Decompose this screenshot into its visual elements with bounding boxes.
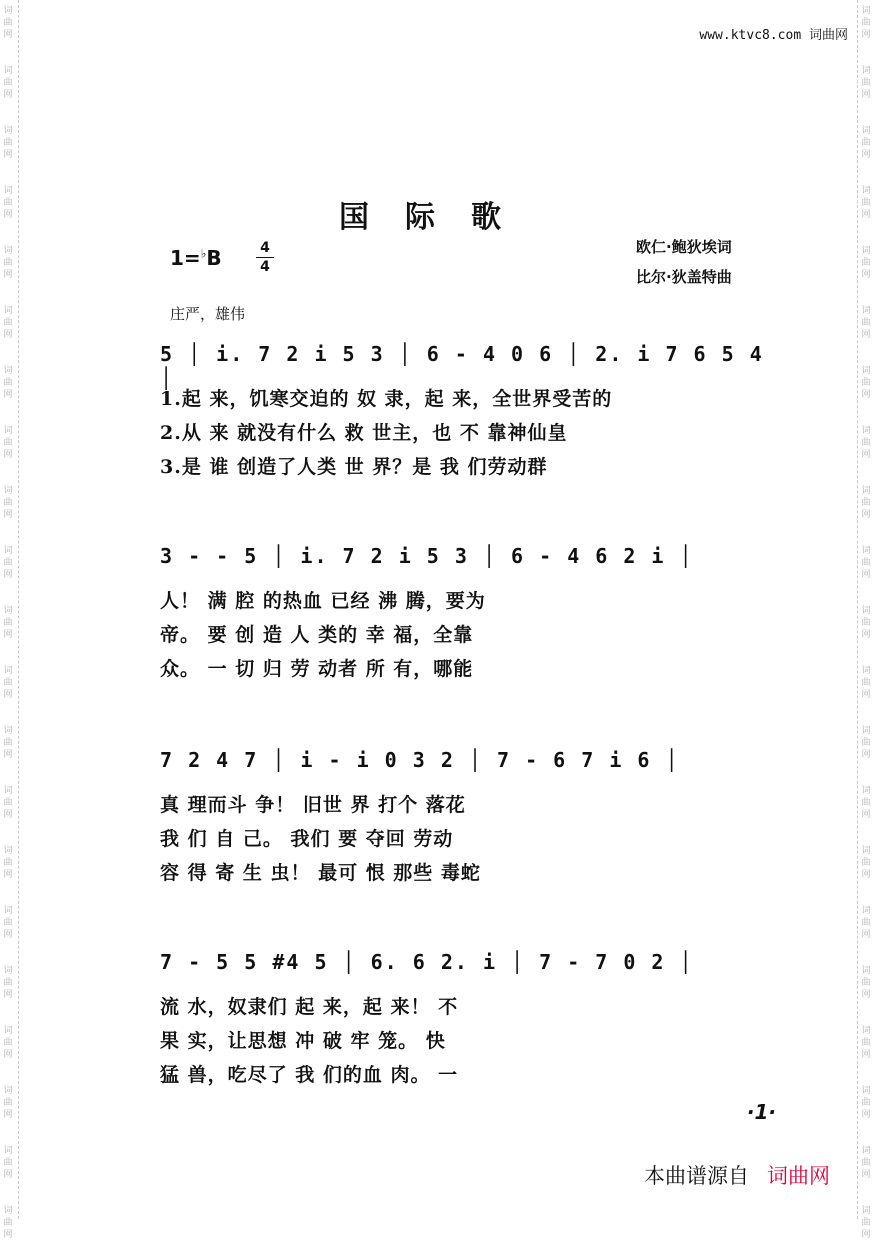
watermark-glyph: 曲 — [3, 978, 13, 988]
watermark-glyph: 曲 — [3, 1218, 13, 1228]
watermark-glyph: 词 — [3, 666, 13, 676]
watermark-glyph: 网 — [861, 570, 871, 580]
watermark-glyph: 曲 — [3, 258, 13, 268]
watermark-glyph: 网 — [861, 450, 871, 460]
watermark-glyph: 网 — [3, 930, 13, 940]
watermark-glyph: 网 — [861, 690, 871, 700]
watermark-glyph: 曲 — [861, 78, 871, 88]
watermark-glyph: 词 — [3, 6, 13, 16]
watermark-glyph: 曲 — [861, 1098, 871, 1108]
watermark-glyph: 词 — [3, 726, 13, 736]
watermark-glyph: 词 — [3, 306, 13, 316]
time-bottom: 4 — [260, 259, 270, 275]
watermark-glyph: 网 — [3, 90, 13, 100]
lyricist-credit: 欧仁·鲍狄埃词 — [636, 238, 732, 256]
song-title: 国际歌 — [339, 200, 537, 235]
watermark-glyph: 词 — [3, 546, 13, 556]
watermark-glyph: 网 — [3, 1170, 13, 1180]
watermark-glyph: 词 — [3, 66, 13, 76]
watermark-glyph: 网 — [3, 570, 13, 580]
watermark-glyph: 曲 — [861, 498, 871, 508]
watermark-glyph: 网 — [861, 1110, 871, 1120]
watermark-glyph: 曲 — [861, 558, 871, 568]
watermark-glyph: 网 — [3, 510, 13, 520]
watermark-glyph: 词 — [3, 366, 13, 376]
watermark-glyph: 曲 — [3, 318, 13, 328]
watermark-glyph: 曲 — [861, 1158, 871, 1168]
watermark-glyph: 网 — [3, 990, 13, 1000]
watermark-glyph: 词 — [861, 426, 871, 436]
watermark-glyph: 曲 — [3, 798, 13, 808]
lyric-verse-3: 众。 一 切 归 劳 动者 所 有，哪能 — [160, 658, 474, 680]
watermark-glyph: 网 — [861, 930, 871, 940]
watermark-glyph: 网 — [3, 330, 13, 340]
watermark-glyph: 曲 — [3, 678, 13, 688]
watermark-glyph: 曲 — [3, 1158, 13, 1168]
notation-line: 3 - - 5 │ i. 7 2 i 5 3 │ 6 - 4 6 2 i │ — [160, 544, 694, 568]
right-watermark-strip — [857, 0, 876, 1240]
page-number: ·1· — [746, 1100, 776, 1124]
watermark-glyph: 曲 — [861, 258, 871, 268]
watermark-glyph: 词 — [861, 246, 871, 256]
time-divider — [256, 257, 274, 258]
watermark-glyph: 曲 — [861, 738, 871, 748]
watermark-glyph: 网 — [861, 210, 871, 220]
watermark-glyph: 网 — [3, 390, 13, 400]
watermark-glyph: 词 — [861, 786, 871, 796]
watermark-glyph: 词 — [3, 1146, 13, 1156]
watermark-glyph: 网 — [861, 1170, 871, 1180]
composer-credit: 比尔·狄盖特曲 — [636, 268, 732, 286]
watermark-glyph: 曲 — [3, 738, 13, 748]
watermark-glyph: 词 — [861, 486, 871, 496]
watermark-glyph: 曲 — [861, 858, 871, 868]
watermark-glyph: 词 — [861, 966, 871, 976]
watermark-glyph: 曲 — [3, 438, 13, 448]
lyric-verse-3: 猛 兽，吃尽了 我 们的血 肉。 一 — [160, 1064, 459, 1086]
site-header[interactable] — [699, 24, 848, 43]
watermark-glyph: 词 — [3, 846, 13, 856]
watermark-glyph: 网 — [3, 1230, 13, 1240]
time-top: 4 — [260, 240, 270, 256]
notation-line: 7 - 5 5 #4 5 │ 6. 6 2. i │ 7 - 7 0 2 │ — [160, 950, 694, 974]
watermark-glyph: 曲 — [3, 558, 13, 568]
watermark-glyph: 曲 — [861, 1218, 871, 1228]
watermark-glyph: 网 — [861, 510, 871, 520]
score-line-3 — [160, 748, 790, 890]
left-watermark-strip — [0, 0, 19, 1240]
source-text: 本曲谱源自 — [644, 1164, 749, 1188]
watermark-glyph: 词 — [3, 426, 13, 436]
site-name[interactable]: 词曲网 — [808, 28, 848, 43]
lyric-verse-2: 帝。 要 创 造 人 类的 幸 福，全靠 — [160, 624, 474, 646]
lyric-verse-1: 1.起 来，饥寒交迫的 奴 隶，起 来，全世界受苦的 — [160, 388, 613, 410]
watermark-glyph: 曲 — [3, 138, 13, 148]
key-tonic: B — [206, 246, 222, 270]
score-line-4 — [160, 950, 790, 1092]
watermark-glyph: 网 — [3, 750, 13, 760]
watermark-glyph: 词 — [3, 1026, 13, 1036]
watermark-glyph: 网 — [3, 1050, 13, 1060]
watermark-glyph: 曲 — [3, 858, 13, 868]
notation-line: 7 2 4 7 │ i - i 0 3 2 │ 7 - 6 7 i 6 │ — [160, 748, 680, 772]
source-footer — [644, 1160, 830, 1190]
watermark-glyph: 曲 — [861, 798, 871, 808]
watermark-glyph: 网 — [3, 630, 13, 640]
watermark-glyph: 词 — [861, 186, 871, 196]
watermark-glyph: 网 — [3, 870, 13, 880]
watermark-glyph: 网 — [861, 990, 871, 1000]
watermark-glyph: 网 — [3, 30, 13, 40]
watermark-glyph: 词 — [861, 306, 871, 316]
notation-line: 5 │ i. 7 2 i 5 3 │ 6 - 4 0 6 │ 2. i 7 6 5 4 │ — [160, 342, 764, 390]
watermark-glyph: 曲 — [3, 618, 13, 628]
site-url[interactable]: www.ktvc8.com — [699, 28, 802, 43]
watermark-glyph: 词 — [861, 906, 871, 916]
watermark-glyph: 曲 — [861, 438, 871, 448]
key-prefix: 1= — [170, 246, 201, 270]
watermark-glyph: 曲 — [3, 1038, 13, 1048]
watermark-glyph: 词 — [3, 186, 13, 196]
watermark-glyph: 词 — [3, 126, 13, 136]
watermark-glyph: 词 — [3, 1206, 13, 1216]
watermark-glyph: 词 — [3, 486, 13, 496]
watermark-glyph: 曲 — [3, 498, 13, 508]
watermark-glyph: 网 — [861, 30, 871, 40]
watermark-glyph: 网 — [3, 1110, 13, 1120]
watermark-glyph: 词 — [861, 726, 871, 736]
watermark-glyph: 网 — [861, 270, 871, 280]
lyric-verse-3: 3.是 谁 创造了人类 世 界？是 我 们劳动群 — [160, 456, 548, 478]
watermark-glyph: 网 — [861, 330, 871, 340]
flat-sign: ♭ — [200, 246, 207, 261]
watermark-glyph: 曲 — [861, 978, 871, 988]
lyric-verse-1: 流 水，奴隶们 起 来，起 来！ 不 — [160, 996, 459, 1018]
watermark-glyph: 词 — [3, 786, 13, 796]
watermark-glyph: 词 — [861, 126, 871, 136]
watermark-glyph: 网 — [3, 450, 13, 460]
watermark-glyph: 词 — [861, 366, 871, 376]
watermark-glyph: 词 — [861, 1206, 871, 1216]
watermark-glyph: 曲 — [3, 18, 13, 28]
watermark-glyph: 网 — [861, 1050, 871, 1060]
watermark-glyph: 词 — [861, 66, 871, 76]
watermark-glyph: 网 — [861, 90, 871, 100]
watermark-glyph: 曲 — [3, 378, 13, 388]
watermark-glyph: 曲 — [861, 1038, 871, 1048]
watermark-glyph: 词 — [861, 666, 871, 676]
watermark-glyph: 曲 — [861, 318, 871, 328]
lyric-verse-3: 容 得 寄 生 虫！ 最可 恨 那些 毒蛇 — [160, 862, 481, 884]
watermark-glyph: 网 — [861, 390, 871, 400]
watermark-glyph: 词 — [861, 1146, 871, 1156]
watermark-glyph: 网 — [861, 750, 871, 760]
watermark-glyph: 词 — [3, 606, 13, 616]
watermark-glyph: 曲 — [3, 78, 13, 88]
watermark-glyph: 曲 — [861, 378, 871, 388]
lyric-verse-1: 人！ 满 腔 的热血 已经 沸 腾，要为 — [160, 590, 486, 612]
watermark-glyph: 词 — [3, 906, 13, 916]
source-brand-link[interactable]: 词曲网 — [767, 1164, 830, 1188]
watermark-glyph: 词 — [861, 1026, 871, 1036]
watermark-glyph: 词 — [861, 1086, 871, 1096]
watermark-glyph: 网 — [3, 270, 13, 280]
watermark-glyph: 曲 — [861, 618, 871, 628]
watermark-glyph: 网 — [861, 630, 871, 640]
watermark-glyph: 曲 — [861, 198, 871, 208]
watermark-glyph: 网 — [861, 870, 871, 880]
watermark-glyph: 曲 — [861, 918, 871, 928]
key-signature — [170, 246, 222, 270]
lyric-verse-2: 我 们 自 己。 我们 要 夺回 劳动 — [160, 828, 454, 850]
watermark-glyph: 词 — [3, 966, 13, 976]
watermark-glyph: 网 — [861, 810, 871, 820]
watermark-glyph: 曲 — [861, 678, 871, 688]
watermark-glyph: 网 — [861, 150, 871, 160]
lyric-verse-2: 2.从 来 就没有什么 救 世主，也 不 靠神仙皇 — [160, 422, 568, 444]
watermark-glyph: 词 — [861, 546, 871, 556]
watermark-glyph: 曲 — [861, 18, 871, 28]
watermark-glyph: 曲 — [3, 198, 13, 208]
watermark-glyph: 词 — [861, 606, 871, 616]
lyric-verse-1: 真 理而斗 争！ 旧世 界 打个 落花 — [160, 794, 466, 816]
watermark-glyph: 网 — [3, 690, 13, 700]
watermark-glyph: 曲 — [861, 138, 871, 148]
watermark-glyph: 曲 — [3, 1098, 13, 1108]
watermark-glyph: 网 — [3, 210, 13, 220]
watermark-glyph: 网 — [3, 150, 13, 160]
lyric-verse-2: 果 实，让思想 冲 破 牢 笼。 快 — [160, 1030, 446, 1052]
watermark-glyph: 词 — [861, 6, 871, 16]
watermark-glyph: 曲 — [3, 918, 13, 928]
score-line-2 — [160, 544, 790, 686]
watermark-glyph: 词 — [861, 846, 871, 856]
watermark-glyph: 网 — [3, 810, 13, 820]
watermark-glyph: 词 — [3, 246, 13, 256]
watermark-glyph: 词 — [3, 1086, 13, 1096]
score-line-1 — [160, 342, 790, 484]
tempo-marking: 庄严，雄伟 — [170, 305, 246, 323]
watermark-glyph: 网 — [861, 1230, 871, 1240]
time-signature — [256, 240, 274, 275]
